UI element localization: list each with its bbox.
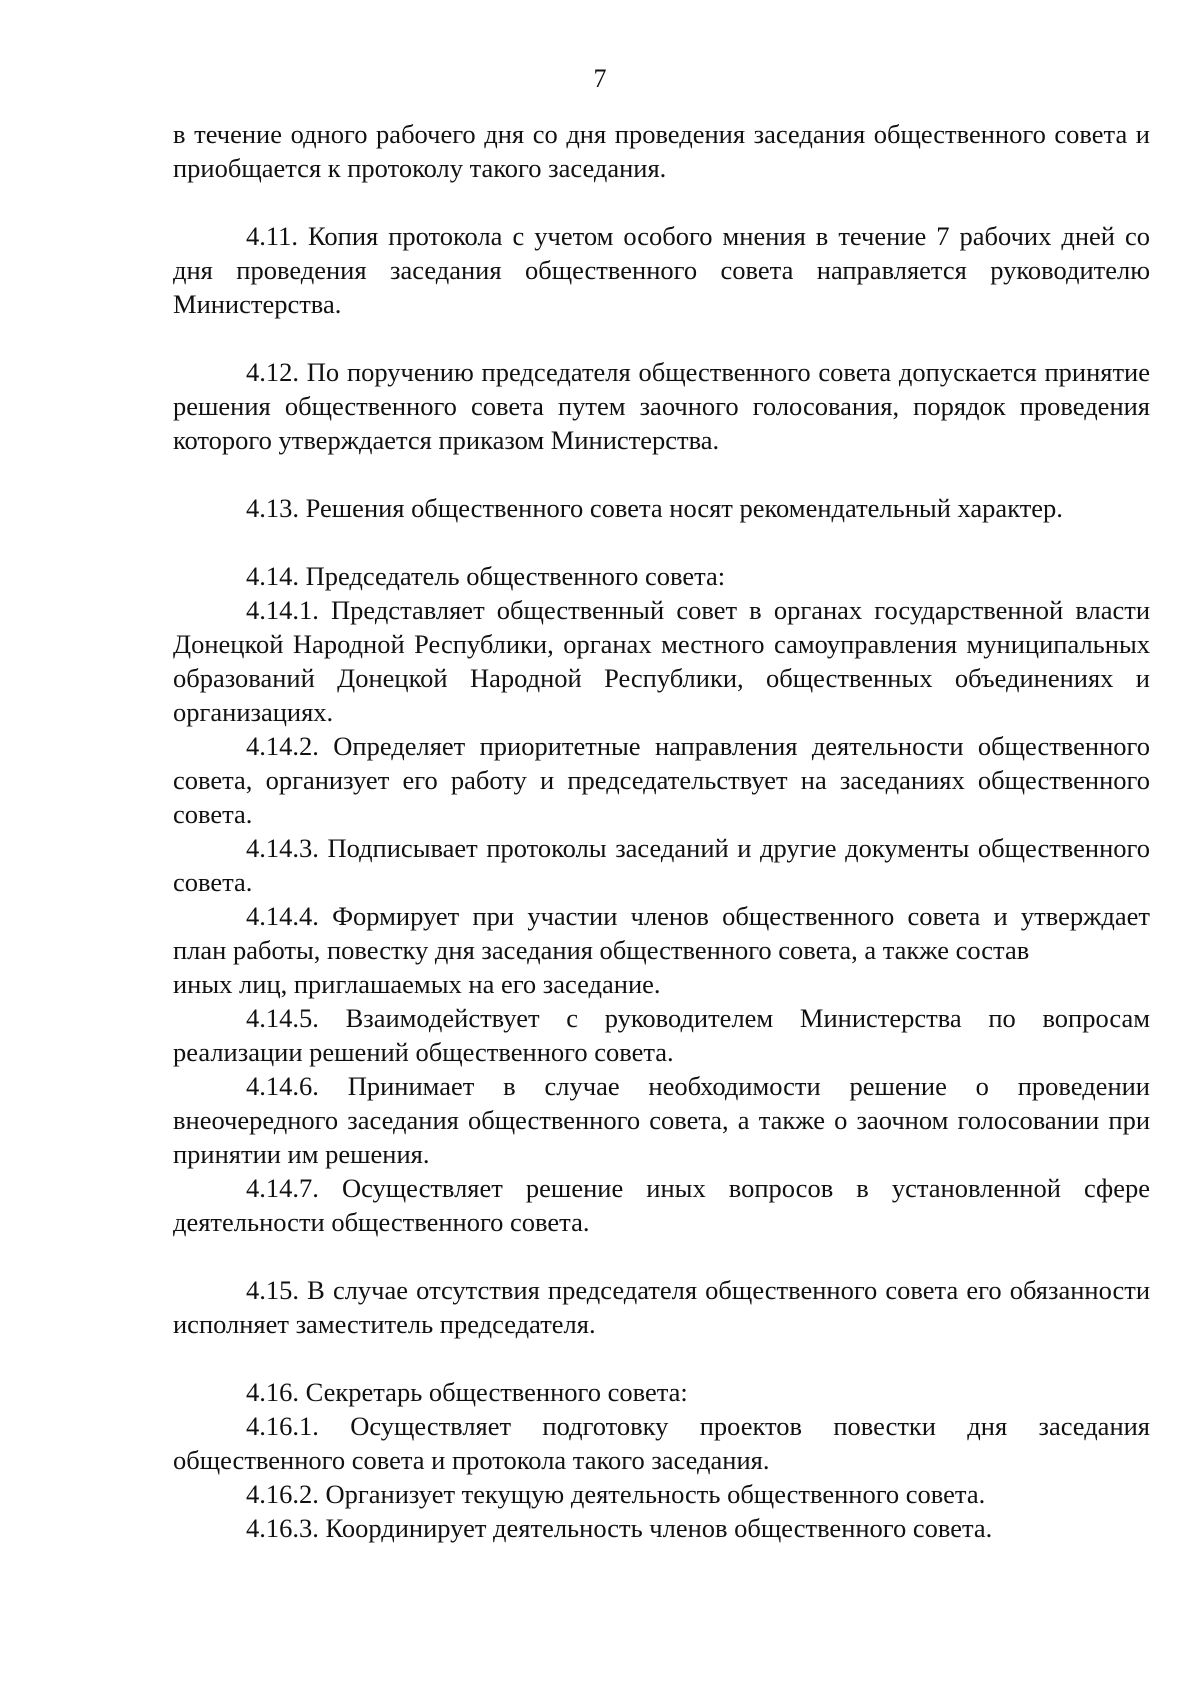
paragraph-4-14: 4.14. Председатель общественного совета: [246,561,726,591]
paragraph-4-11: 4.11. Копия протокола с учетом особого мнения в течение 7 рабочих дней со дня проведения заседания общественного совета направляется руководителю Министерства. [173,221,1150,319]
page-number: 7 [593,64,607,93]
paragraph-4-14-4: 4.14.4. Формирует при участии членов общественного совета и утверждает план работы, повестку дня заседания общественного совета, а также состав [173,901,1150,965]
paragraph-4-16: 4.16. Секретарь общественного совета: [246,1377,688,1407]
paragraph-4-12: 4.12. По поручению председателя общественного совета допускается принятие решения общественного совета путем заочного голосования, порядок проведения которого утверждается приказом Министерства. [173,357,1150,455]
paragraph-4-14-2: 4.14.2. Определяет приоритетные направления деятельности общественного совета, организует его работу и председательствует на заседаниях общественного совета. [173,731,1150,829]
paragraph-4-16-1: 4.16.1. Осуществляет подготовку проектов повестки дня заседания общественного совета и протокола такого заседания. [173,1411,1150,1475]
paragraph-4-14-5: 4.14.5. Взаимодействует с руководителем Министерства по вопросам реализации решений общественного совета. [173,1003,1150,1067]
paragraph-4-14-1: 4.14.1. Представляет общественный совет в органах государственной власти Донецкой Народной Республики, органах местного самоуправления муниципальных образований Донецкой Народной Республики, общественных объединениях и организациях. [173,595,1150,727]
paragraph-4-14-6: 4.14.6. Принимает в случае необходимости решение о проведении внеочередного заседания общественного совета, а также о заочном голосовании при принятии им решения. [173,1071,1150,1169]
paragraph-4-15: 4.15. В случае отсутствия председателя общественного совета его обязанности исполняет заместитель председателя. [173,1275,1150,1339]
paragraph-4-14-4-continuation: иных лиц, приглашаемых на его заседание. [173,969,661,999]
paragraph-4-16-2: 4.16.2. Организует текущую деятельность общественного совета. [246,1479,986,1509]
paragraph-4-14-3: 4.14.3. Подписывает протоколы заседаний и другие документы общественного совета. [173,833,1150,897]
paragraph-continuation: в течение одного рабочего дня со дня проведения заседания общественного совета и приобщается к протоколу такого заседания. [173,119,1150,183]
paragraph-4-16-3: 4.16.3. Координирует деятельность членов общественного совета. [246,1513,993,1543]
document-body [173,117,1150,1545]
paragraph-4-14-7: 4.14.7. Осуществляет решение иных вопросов в установленной сфере деятельности общественного совета. [173,1173,1150,1237]
paragraph-4-13: 4.13. Решения общественного совета носят рекомендательный характер. [246,493,1063,523]
